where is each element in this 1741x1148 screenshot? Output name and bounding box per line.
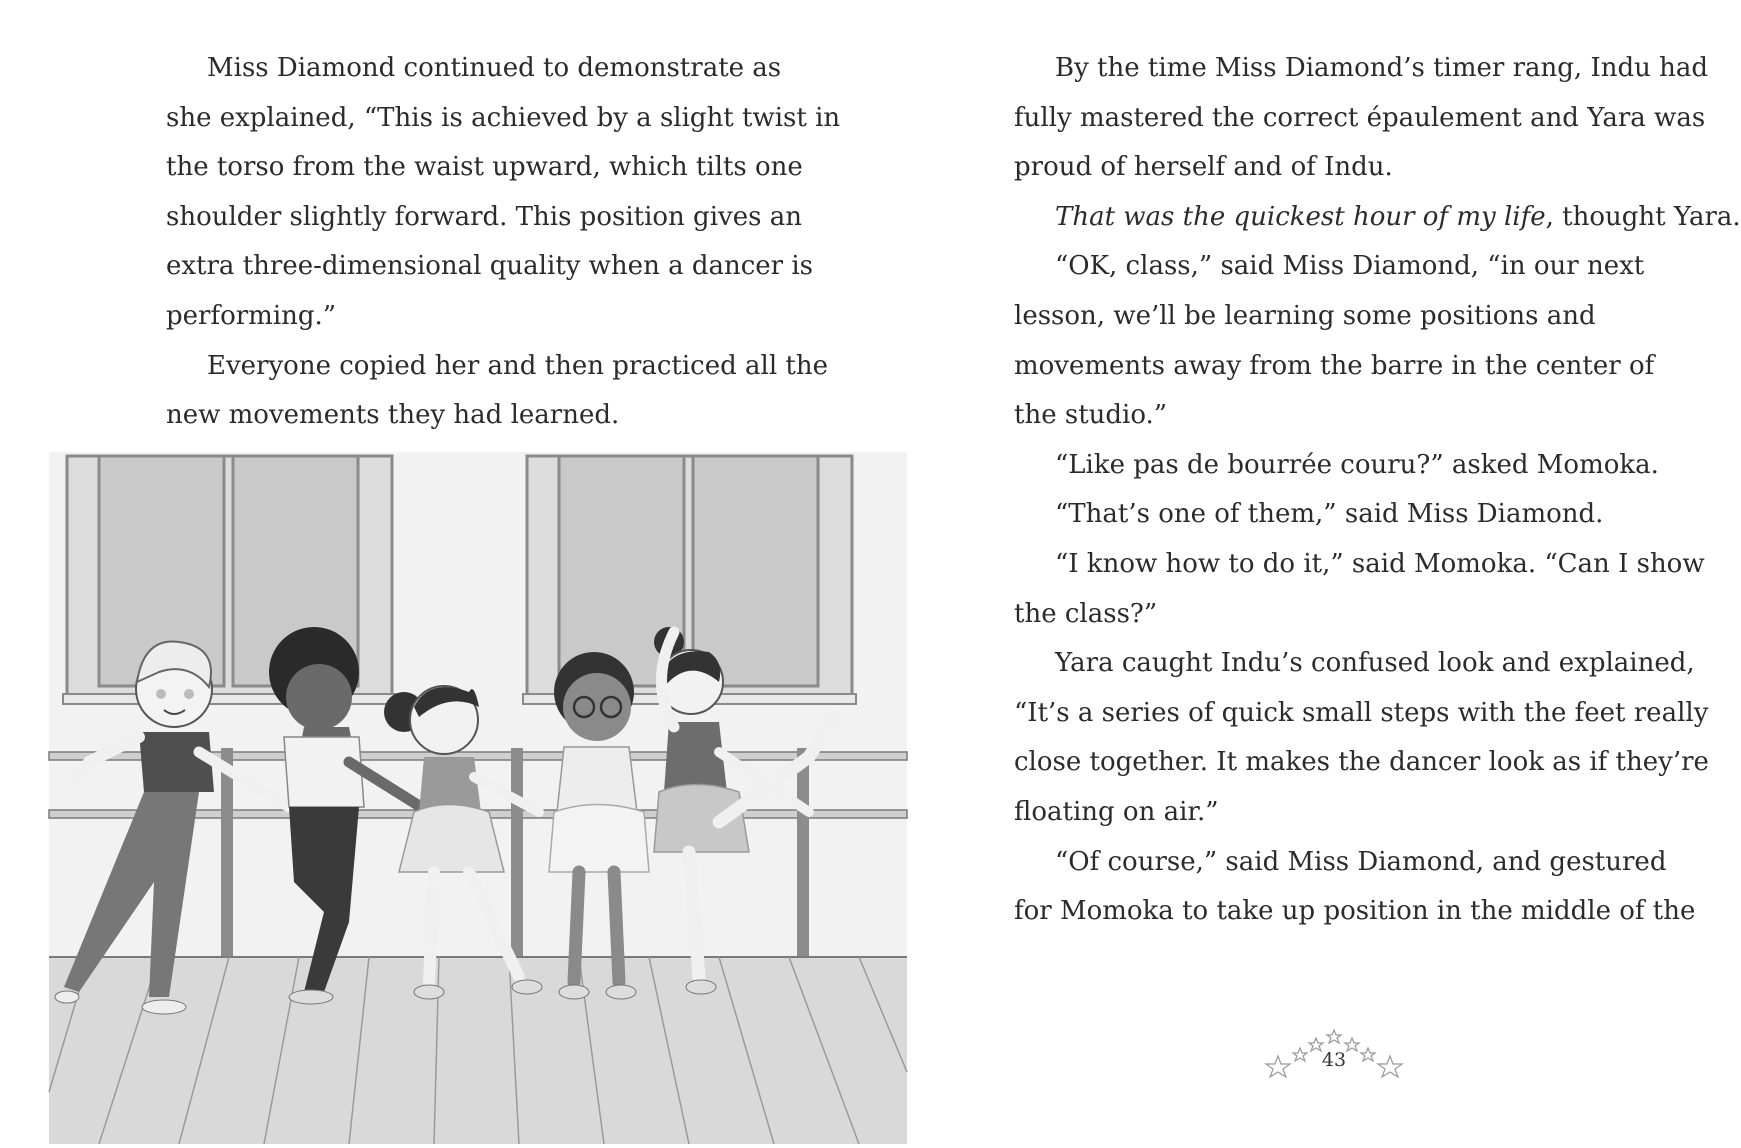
paragraph-line: extra three-dimensional quality when a dancer is — [166, 251, 814, 282]
paragraph-line: new movements they had learned. — [166, 400, 620, 431]
paragraph-line: Yara caught Indu’s confused look and explained, — [1055, 648, 1695, 679]
paragraph-line: “Of course,” said Miss Diamond, and gestured — [1055, 846, 1667, 877]
paragraph-line: “Like pas de bourrée couru?” asked Momoka. — [1055, 449, 1659, 480]
paragraph-line: the class?” — [1014, 598, 1158, 629]
paragraph-line: By the time Miss Diamond’s timer rang, Indu had — [1055, 53, 1708, 83]
paragraph-line: the studio.” — [1014, 400, 1168, 431]
paragraph-line — [1014, 193, 1741, 243]
paragraph-line: performing.” — [166, 300, 337, 331]
page-number: 43 — [1321, 1049, 1347, 1071]
paragraph-line: close together. It makes the dancer look as if they’re — [1014, 747, 1709, 778]
paragraph-line: floating on air.” — [1014, 796, 1219, 827]
paragraph-line: the torso from the waist upward, which tilts one — [166, 152, 803, 183]
paragraph-line: for Momoka to take up position in the middle of the — [1014, 896, 1696, 927]
paragraph-line: “OK, class,” said Miss Diamond, “in our next — [1055, 251, 1645, 282]
page-number-ornament — [1264, 1022, 1404, 1082]
paragraph-line: movements away from the barre in the center of — [1014, 350, 1655, 381]
left-page-text — [166, 44, 841, 441]
paragraph-line: fully mastered the correct épaulement and Yara was — [1014, 102, 1706, 133]
paragraph-line: lesson, we’ll be learning some positions and — [1014, 300, 1596, 331]
wooden-floor — [49, 957, 907, 1144]
left-page — [0, 0, 844, 1148]
paragraph-line: “That’s one of them,” said Miss Diamond. — [1055, 499, 1604, 530]
right-page — [844, 0, 1741, 1148]
right-page-text — [1014, 44, 1741, 937]
paragraph-line: “It’s a series of quick small steps with the feet really — [1014, 697, 1709, 728]
thought-attribution: , thought Yara. — [1545, 201, 1741, 232]
paragraph-line: she explained, “This is achieved by a slight twist in — [166, 102, 841, 133]
paragraph-line: Everyone copied her and then practiced all the — [207, 350, 828, 381]
paragraph-line: Miss Diamond continued to demonstrate as — [207, 53, 782, 83]
paragraph-line: shoulder slightly forward. This position gives an — [166, 201, 802, 232]
paragraph-line: “I know how to do it,” said Momoka. “Can I show — [1055, 548, 1705, 579]
ballet-class-illustration — [49, 452, 907, 1144]
paragraph-line: proud of herself and of Indu. — [1014, 152, 1393, 183]
italic-thought: That was the quickest hour of my life — [1055, 201, 1546, 232]
